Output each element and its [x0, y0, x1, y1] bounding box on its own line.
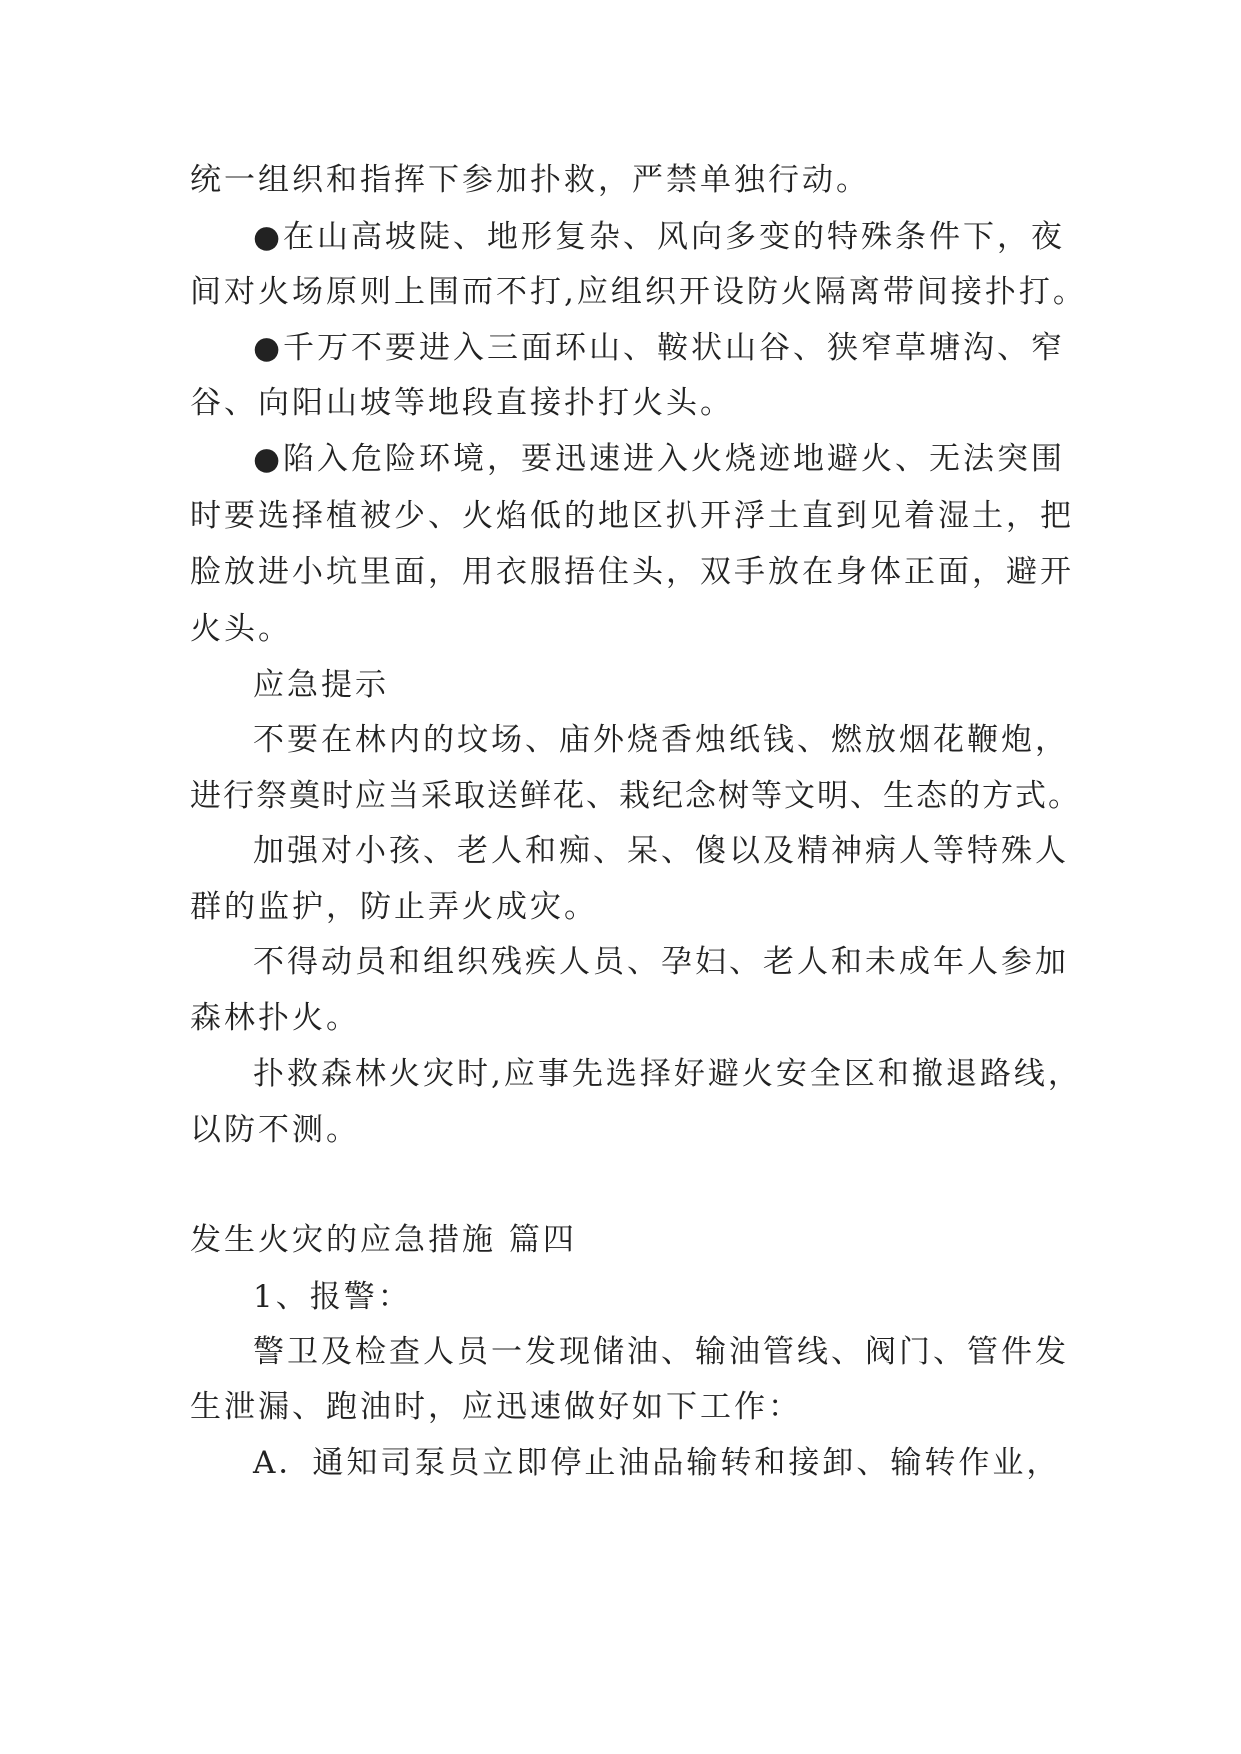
text-line: 警卫及检查人员一发现储油、输油管线、阀门、管件发	[253, 1334, 1069, 1370]
bullet-line: ●陷入危险环境，要迅速进入火烧迹地避火、无法突围	[253, 441, 1066, 477]
text-line: 扑救森林火灾时,应事先选择好避火安全区和撤退路线，	[253, 1056, 1082, 1092]
text-line: 森林扑火。	[190, 1000, 360, 1036]
subheading: 应急提示	[253, 667, 389, 703]
text-line: 谷、向阳山坡等地段直接扑打火头。	[190, 385, 734, 421]
text-line: 群的监护，防止弄火成灾。	[190, 889, 598, 925]
text-line: 火头。	[190, 611, 292, 647]
text-line: 不得动员和组织残疾人员、孕妇、老人和未成年人参加	[253, 944, 1069, 980]
section-heading: 发生火灾的应急措施 篇四	[190, 1222, 577, 1258]
text-line: 时要选择植被少、火焰低的地区扒开浮土直到见着湿土，把	[190, 498, 1074, 534]
text-line: 统一组织和指挥下参加扑救，严禁单独行动。	[190, 162, 870, 198]
text-line: 间对火场原则上围而不打,应组织开设防火隔离带间接扑打。	[190, 274, 1087, 310]
text-line: 以防不测。	[190, 1112, 360, 1148]
text-line: 进行祭奠时应当采取送鲜花、栽纪念树等文明、生态的方式。	[190, 778, 1081, 814]
text-line: 生泄漏、跑油时，应迅速做好如下工作：	[190, 1389, 802, 1425]
bullet-line: ●千万不要进入三面环山、鞍状山谷、狭窄草塘沟、窄	[253, 330, 1066, 366]
text-line: 不要在林内的坟场、庙外烧香烛纸钱、燃放烟花鞭炮，	[253, 722, 1069, 758]
text-line: 加强对小孩、老人和痴、呆、傻以及精神病人等特殊人	[253, 833, 1069, 869]
text-line: 脸放进小坑里面，用衣服捂住头，双手放在身体正面，避开	[190, 554, 1074, 590]
text-line: A．通知司泵员立即停止油品输转和接卸、输转作业，	[253, 1445, 1061, 1481]
bullet-line: ●在山高坡陡、地形复杂、风向多变的特殊条件下，夜	[253, 219, 1066, 255]
text-line: 1、报警：	[253, 1279, 412, 1315]
